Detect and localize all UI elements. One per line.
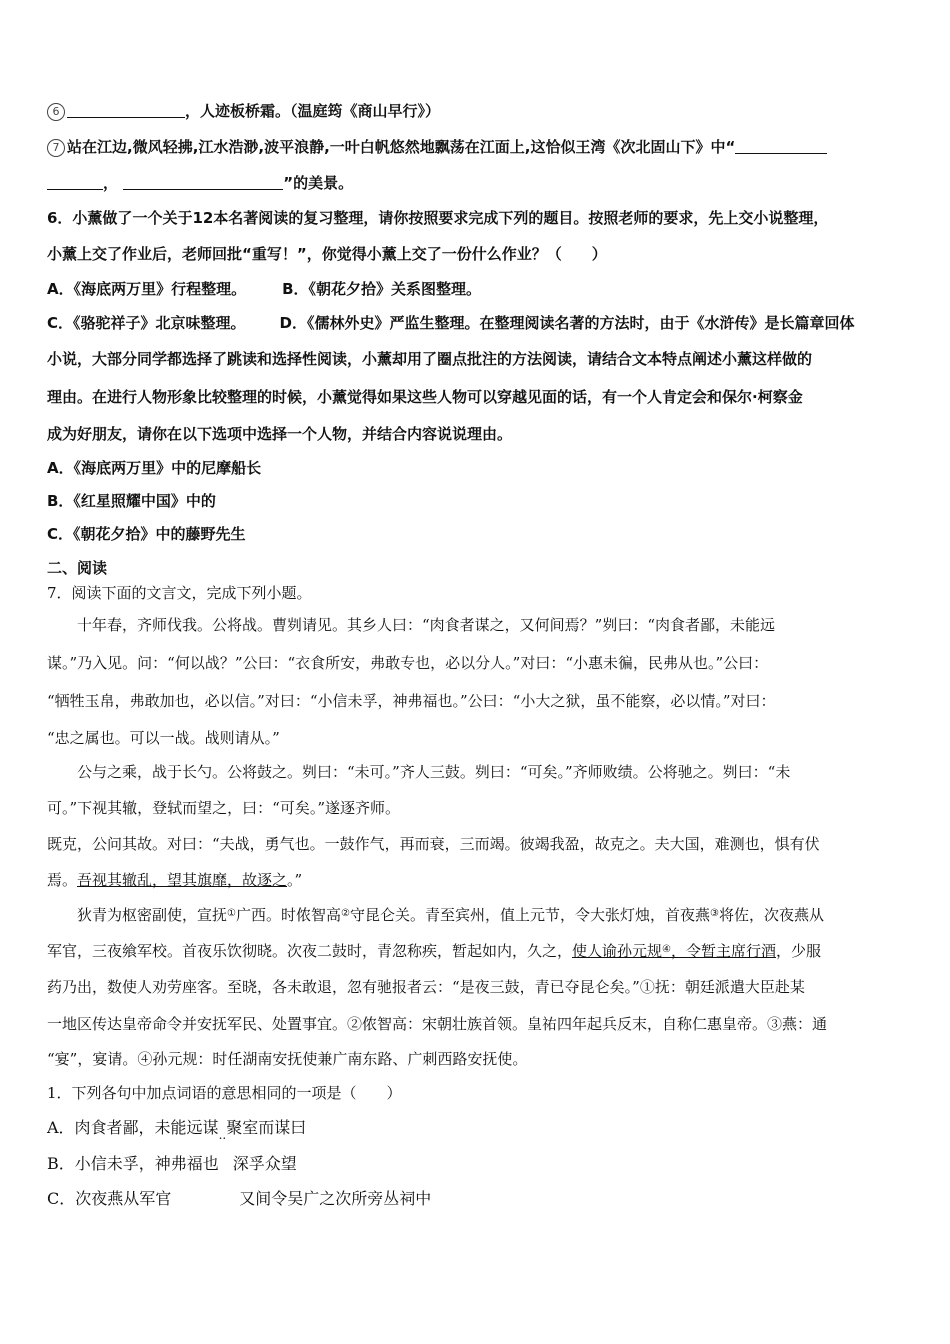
footnote-mark: ③ (709, 908, 719, 919)
q5-item7-line (47, 137, 827, 157)
q5-item6-line (47, 101, 440, 121)
q6-text-line: 成为好朋友，请你在以下选项中选择一个人物，并结合内容说说理由。 (47, 425, 513, 443)
passage-line: 狄青为枢密副使，宣抚①广西。时侬智高②守昆仑关。青至宾州，值上元节，令大张灯烛，首夜燕③将佐，次夜燕从 (77, 906, 824, 924)
comma: ， (103, 174, 119, 192)
q6-text-line: 理由。在进行人物形象比较整理的时候，小薰觉得如果这些人物可以穿越见面的话，有一个人肯定会和保尔·柯察金 (47, 388, 803, 406)
q6-choice-a: A．《海底两万里》中的尼摩船长 (47, 459, 262, 477)
passage-line: 十年春，齐师伐我。公将战。曹刿请见。其乡人曰：“肉食者谋之，又何间焉？”刿曰：“肉食者鄙，未能远 (77, 616, 776, 634)
passage-line: 公与之乘，战于长勺。公将鼓之。刿曰：“未可。”齐人三鼓。刿曰：“可矣。”齐师败绩。公将驰之。刿曰：“未 (77, 763, 791, 781)
passage-line: 既克，公问其故。对曰：“夫战，勇气也。一鼓作气，再而衰，三而竭。彼竭我盈，故克之。夫大国，难测也，惧有伏 (47, 835, 820, 853)
q6-stem-line1: 6．小薰做了一个关于12本名著阅读的复习整理，请你按照要求完成下列的题目。按照老师的要求，先上交小说整理， (47, 209, 829, 227)
passage-line: 焉。吾视其辙乱，望其旗靡，故逐之。” (47, 871, 303, 889)
passage-line: “宴”，宴请。④孙元规：时任湖南安抚使兼广南东路、广刺西路安抚使。 (47, 1050, 528, 1068)
q6-choice-c: C．《朝花夕拾》中的藤野先生 (47, 525, 246, 543)
passage-line: “牺牲玉帛，弗敢加也，必以信。”对曰：“小信未孚，神弗福也。”公曰：“小大之狱，虽不能察，必以情。”对曰： (47, 692, 776, 710)
subq1-option-b: B．小信未孚，神弗福也 深孚众望 (47, 1154, 297, 1173)
q5-item7-tail: ”的美景。 (283, 174, 354, 192)
answer-blank[interactable] (47, 175, 103, 190)
subq1-stem: 1．下列各句中加点词语的意思相同的一项是（ ） (47, 1084, 402, 1102)
q6-option-d: D．《儒林外史》严监生整理。在整理阅读名著的方法时，由于《水浒传》是长篇章回体 (279, 314, 855, 332)
subq1-option-c: C．次夜燕从军官 又间令吴广之次所旁丛祠中 (47, 1189, 432, 1208)
q5-item6-text: ，人迹板桥霜。（温庭筠《商山早行》） (185, 102, 441, 120)
passage-line: “忠之属也。可以一战。战则请从。” (47, 729, 280, 747)
q6-stem-line2: 小薰上交了作业后，老师回批“重写！”，你觉得小薰上交了一份什么作业？（ ） (47, 245, 607, 263)
circled-number-7: 7 (47, 139, 65, 157)
q5-item7-line2 (47, 173, 353, 193)
q5-item7-text: 站在江边,微风轻拂,江水浩渺,波平浪静,一叶白帆悠然地飘荡在江面上,这恰似王湾《次北固山下》中“ (67, 138, 736, 156)
q6-option-c: C．《骆驼祥子》北京味整理。 (47, 314, 246, 332)
q6-option-b: B．《朝花夕拾》关系图整理。 (282, 280, 482, 298)
footnote-mark: ④ (662, 944, 671, 955)
emphasis-dots: .. (218, 1128, 227, 1142)
passage-line: 一地区传达皇帝命令并安抚军民、处置事宜。②侬智高：宋朝壮族首领。皇祐四年起兵反末，自称仁惠皇帝。③燕：通 (47, 1015, 828, 1033)
passage-line: 药乃出，数使人劝劳座客。至晓，各未敢退，忽有驰报者云：“是夜三鼓，青已夺昆仑矣。”①抚：朝廷派遣大臣赴某 (47, 978, 805, 996)
footnote-mark: ① (227, 908, 236, 919)
q6-options-cd (47, 313, 854, 333)
q7-intro: 7．阅读下面的文言文，完成下列小题。 (47, 584, 312, 602)
q6-choice-b: B．《红星照耀中国》中的 (47, 492, 216, 510)
footnote-mark: ② (341, 908, 350, 919)
passage-line: 谋。”乃入见。问：“何以战？”公曰：“衣食所安，弗敢专也，必以分人。”对曰：“小惠未徧，民弗从也。”公曰： (47, 654, 769, 672)
q6-option-a: A．《海底两万里》行程整理。 (47, 280, 247, 298)
passage-line: 军官，三夜飨军校。首夜乐饮彻晓。次夜二鼓时，青忽称疾，暂起如内，久之，使人谕孙元规④，令暂主席行酒，少服 (47, 942, 822, 960)
section-title: 二、阅读 (47, 559, 108, 577)
answer-blank[interactable] (67, 103, 185, 118)
underlined-sentence: 吾视其辙乱，望其旗靡，故逐之 (77, 871, 288, 889)
circled-number-6: 6 (47, 103, 65, 121)
q6-options-ab (47, 279, 481, 299)
q6-text-line: 小说，大部分同学都选择了跳读和选择性阅读，小薰却用了圈点批注的方法阅读，请结合文本特点阐述小薰这样做的 (47, 350, 813, 368)
underlined-sentence: 使人谕孙元规④，令暂主席行酒 (572, 942, 777, 960)
answer-blank[interactable] (123, 175, 283, 190)
answer-blank[interactable] (735, 139, 827, 154)
passage-line: 可。”下视其辙，登轼而望之，曰：“可矣。”遂逐齐师。 (47, 799, 401, 817)
subq1-option-a: A．肉食者鄙，未能远谋$_{..}$聚室而谋曰 (47, 1118, 307, 1142)
